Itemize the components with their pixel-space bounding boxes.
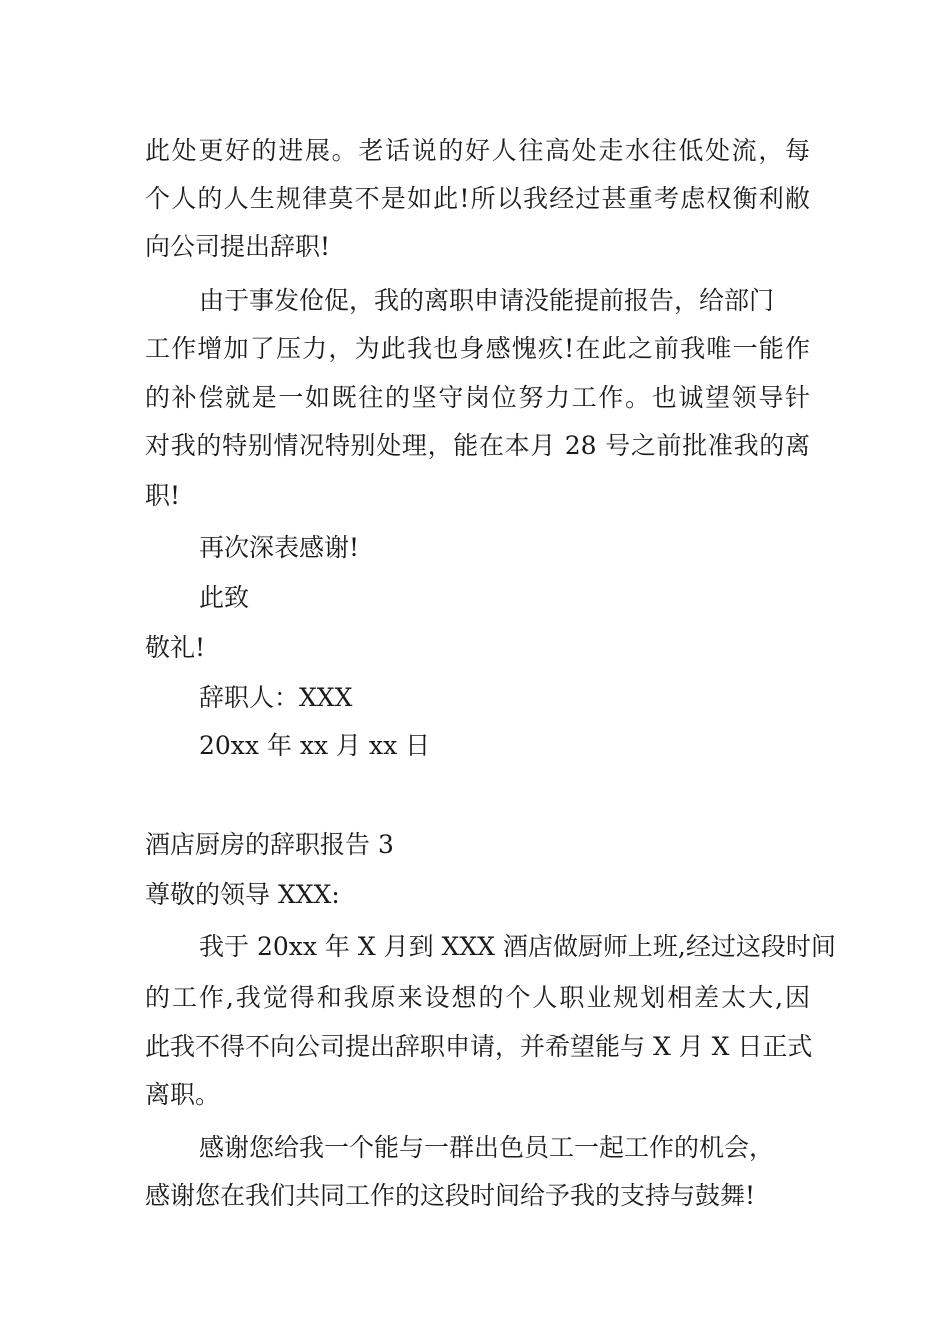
text-line: 的补偿就是一如既往的坚守岗位努力工作。也诚望领导针 — [145, 383, 810, 412]
text-line: 离职。 — [145, 1080, 221, 1109]
text-line: 此处更好的进展。老话说的好人往高处走水往低处流，每 — [145, 136, 810, 165]
closing-salutation: 此致 — [199, 583, 250, 612]
text-line: 向公司提出辞职! — [145, 232, 331, 261]
letter-greeting: 尊敬的领导 XXX: — [145, 880, 340, 909]
text-line: 我于 20xx 年 X 月到 XXX 酒店做厨师上班,经过这段时间 — [199, 932, 836, 961]
text-line: 的工作,我觉得和我原来设想的个人职业规划相差太大,因 — [145, 983, 810, 1012]
text-line: 感谢您在我们共同工作的这段时间给予我的支持与鼓舞! — [145, 1181, 756, 1210]
text-line: 此我不得不向公司提出辞职申请，并希望能与 X 月 X 日正式 — [145, 1032, 813, 1061]
signature-name: 辞职人：XXX — [199, 683, 353, 712]
signature-date: 20xx 年 xx 月 xx 日 — [199, 731, 431, 760]
text-line: 由于事发伧促，我的离职申请没能提前报告，给部门 — [199, 286, 775, 315]
text-line: 职! — [145, 481, 181, 510]
closing-thanks: 再次深表感谢! — [199, 533, 360, 562]
section-title: 酒店厨房的辞职报告 3 — [145, 830, 394, 859]
closing-regards: 敬礼! — [145, 633, 206, 662]
text-line: 工作增加了压力，为此我也身感愧疚!在此之前我唯一能作 — [145, 334, 810, 363]
text-line: 个人的人生规律莫不是如此!所以我经过甚重考虑权衡利敝 — [145, 184, 810, 213]
text-line: 感谢您给我一个能与一群出色员工一起工作的机会， — [199, 1133, 775, 1162]
text-line: 对我的特别情况特别处理，能在本月 28 号之前批准我的离 — [145, 431, 810, 460]
